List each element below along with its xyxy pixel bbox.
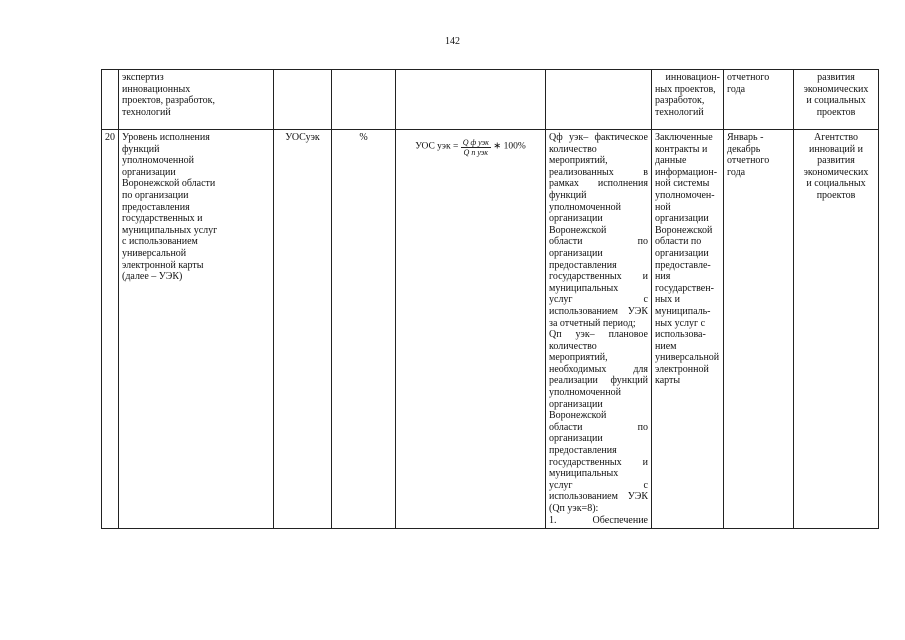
description-line: реализованных в	[549, 166, 648, 178]
responsible-cell	[794, 130, 879, 529]
indicator-name-line: проектов, разработок,	[122, 95, 215, 107]
indicator-name-line: технологий	[122, 106, 171, 118]
description-line: использованием УЭК	[549, 491, 648, 503]
description-cell	[546, 130, 652, 529]
source-line: ных проектов,	[655, 83, 716, 95]
responsible-line: и социальных	[806, 178, 866, 190]
page-number: 142	[445, 36, 460, 47]
source-line: ной	[655, 201, 671, 213]
formula-fraction	[461, 138, 491, 157]
description-line: необходимых для	[549, 363, 648, 375]
indicator-name-line: экспертиз	[122, 72, 164, 83]
indicator-name-line: электронной карты	[122, 259, 204, 271]
description-line: Воронежской	[549, 224, 607, 236]
responsible-line: развития	[817, 155, 855, 167]
unit-cell: %	[332, 130, 396, 529]
period-line: года	[727, 166, 746, 178]
description-line: организации	[549, 398, 603, 410]
formula-rhs: ∗ 100%	[493, 141, 526, 152]
description-line: 1. Обеспечение	[549, 514, 648, 526]
designation-cell	[274, 70, 332, 130]
source-line: организации	[655, 213, 709, 225]
source-line: электронной	[655, 363, 709, 375]
formula-lhs: УОС уэк =	[415, 141, 459, 152]
indicator-name-line: функций	[122, 143, 160, 155]
indicator-name-line: предоставления	[122, 201, 190, 213]
description-line: уполномоченной	[549, 387, 621, 399]
responsible-cell	[794, 70, 879, 130]
period-cell	[724, 130, 794, 529]
indicator-name-line: по организации	[122, 189, 189, 201]
source-line: контракты и	[655, 143, 708, 155]
description-line: количество	[549, 143, 597, 155]
description-line: государственных и	[549, 271, 648, 283]
description-line: предоставления	[549, 445, 617, 457]
source-line: универсальной	[655, 352, 720, 364]
formula-cell	[396, 70, 546, 130]
period-cell	[724, 70, 794, 130]
description-line: мероприятий,	[549, 155, 608, 167]
description-line: за отчетный период;	[549, 317, 636, 329]
source-line: нием	[655, 340, 677, 352]
source-line: технологий	[655, 106, 704, 118]
responsible-line: экономических	[803, 83, 869, 95]
description-cell	[546, 70, 652, 130]
unit-cell	[332, 70, 396, 130]
responsible-line: проектов	[816, 189, 856, 201]
description-line: организации	[549, 247, 603, 259]
description-line: муниципальных	[549, 468, 619, 480]
description-line: услуг с	[549, 294, 648, 306]
description-line: предоставления	[549, 259, 617, 271]
indicator-table	[101, 69, 879, 529]
description-line: рамках исполнения	[549, 178, 648, 190]
source-line: организации	[655, 247, 709, 259]
source-line: инновацион-	[665, 72, 720, 83]
description-line: функций	[549, 189, 587, 201]
source-line: уполномочен-	[655, 189, 715, 201]
source-line: информацион-	[655, 166, 718, 178]
indicator-name-line: государственных и	[122, 213, 203, 225]
indicator-name-line: Воронежской области	[122, 178, 216, 190]
row-number-cell	[102, 70, 119, 130]
description-line: Воронежской	[549, 410, 607, 422]
source-line: ния	[655, 271, 671, 283]
designation-cell: УОСуэк	[274, 130, 332, 529]
description-line: использованием УЭК	[549, 305, 648, 317]
period-line: отчетного	[727, 155, 770, 167]
source-line: карты	[655, 375, 681, 387]
source-line: ных и	[655, 294, 680, 306]
indicator-name-line: универсальной	[122, 247, 187, 259]
description-line: Qф уэк– фактическое	[549, 132, 648, 143]
indicator-name-line: (далее – УЭК)	[122, 271, 183, 283]
table-row-20	[102, 130, 879, 529]
source-line: данные	[655, 155, 687, 167]
description-line: области по	[549, 421, 648, 433]
source-line: муниципаль-	[655, 305, 711, 317]
period-line: отчетного	[727, 72, 770, 83]
source-line: использова-	[655, 329, 706, 341]
source-line: предоставле-	[655, 259, 711, 271]
responsible-line: развития	[817, 72, 855, 83]
indicator-name-cell	[119, 70, 274, 130]
indicator-name-line: уполномоченной	[122, 155, 194, 167]
indicator-name-line: организации	[122, 166, 176, 178]
source-line: ных услуг с	[655, 317, 706, 329]
source-cell	[652, 70, 724, 130]
description-line: (Qп уэк=8):	[549, 503, 599, 514]
indicator-name-line: с использованием	[122, 236, 198, 248]
source-line: ной системы	[655, 178, 710, 190]
source-line: Заключенные	[655, 132, 713, 143]
responsible-line: и социальных	[806, 95, 866, 107]
source-line: государствен-	[655, 282, 714, 294]
responsible-line: инноваций и	[809, 143, 863, 155]
source-line: Воронежской	[655, 224, 713, 236]
source-cell	[652, 130, 724, 529]
responsible-line: экономических	[803, 166, 869, 178]
description-line: области по	[549, 236, 648, 248]
indicator-name-line: инновационных	[122, 83, 191, 95]
row-number-cell: 20	[102, 130, 119, 529]
period-line: декабрь	[727, 143, 761, 155]
description-line: организации	[549, 433, 603, 445]
description-line: количество	[549, 340, 597, 352]
description-line: услуг с	[549, 479, 648, 491]
responsible-line: проектов	[816, 106, 856, 118]
table-row-continued	[102, 70, 879, 130]
description-line: организации	[549, 213, 603, 225]
description-line: муниципальных	[549, 282, 619, 294]
period-line: года	[727, 83, 746, 95]
indicator-name-cell	[119, 130, 274, 529]
responsible-line: Агентство	[814, 132, 858, 143]
indicator-name-line: муниципальных услуг	[122, 224, 218, 236]
formula-denominator: Q п уэк	[463, 148, 489, 157]
description-line: уполномоченной	[549, 201, 621, 213]
source-line: разработок,	[655, 95, 705, 107]
indicator-name-line: Уровень исполнения	[122, 132, 210, 143]
source-line: области по	[655, 236, 702, 248]
description-line: мероприятий,	[549, 352, 608, 364]
formula-cell	[396, 130, 546, 529]
description-line: реализации функций	[549, 375, 648, 387]
description-line: государственных и	[549, 456, 648, 468]
description-line: Qп уэк– плановое	[549, 329, 648, 341]
period-line: Январь -	[727, 132, 764, 143]
formula-numerator: Q ф уэк	[462, 138, 489, 147]
